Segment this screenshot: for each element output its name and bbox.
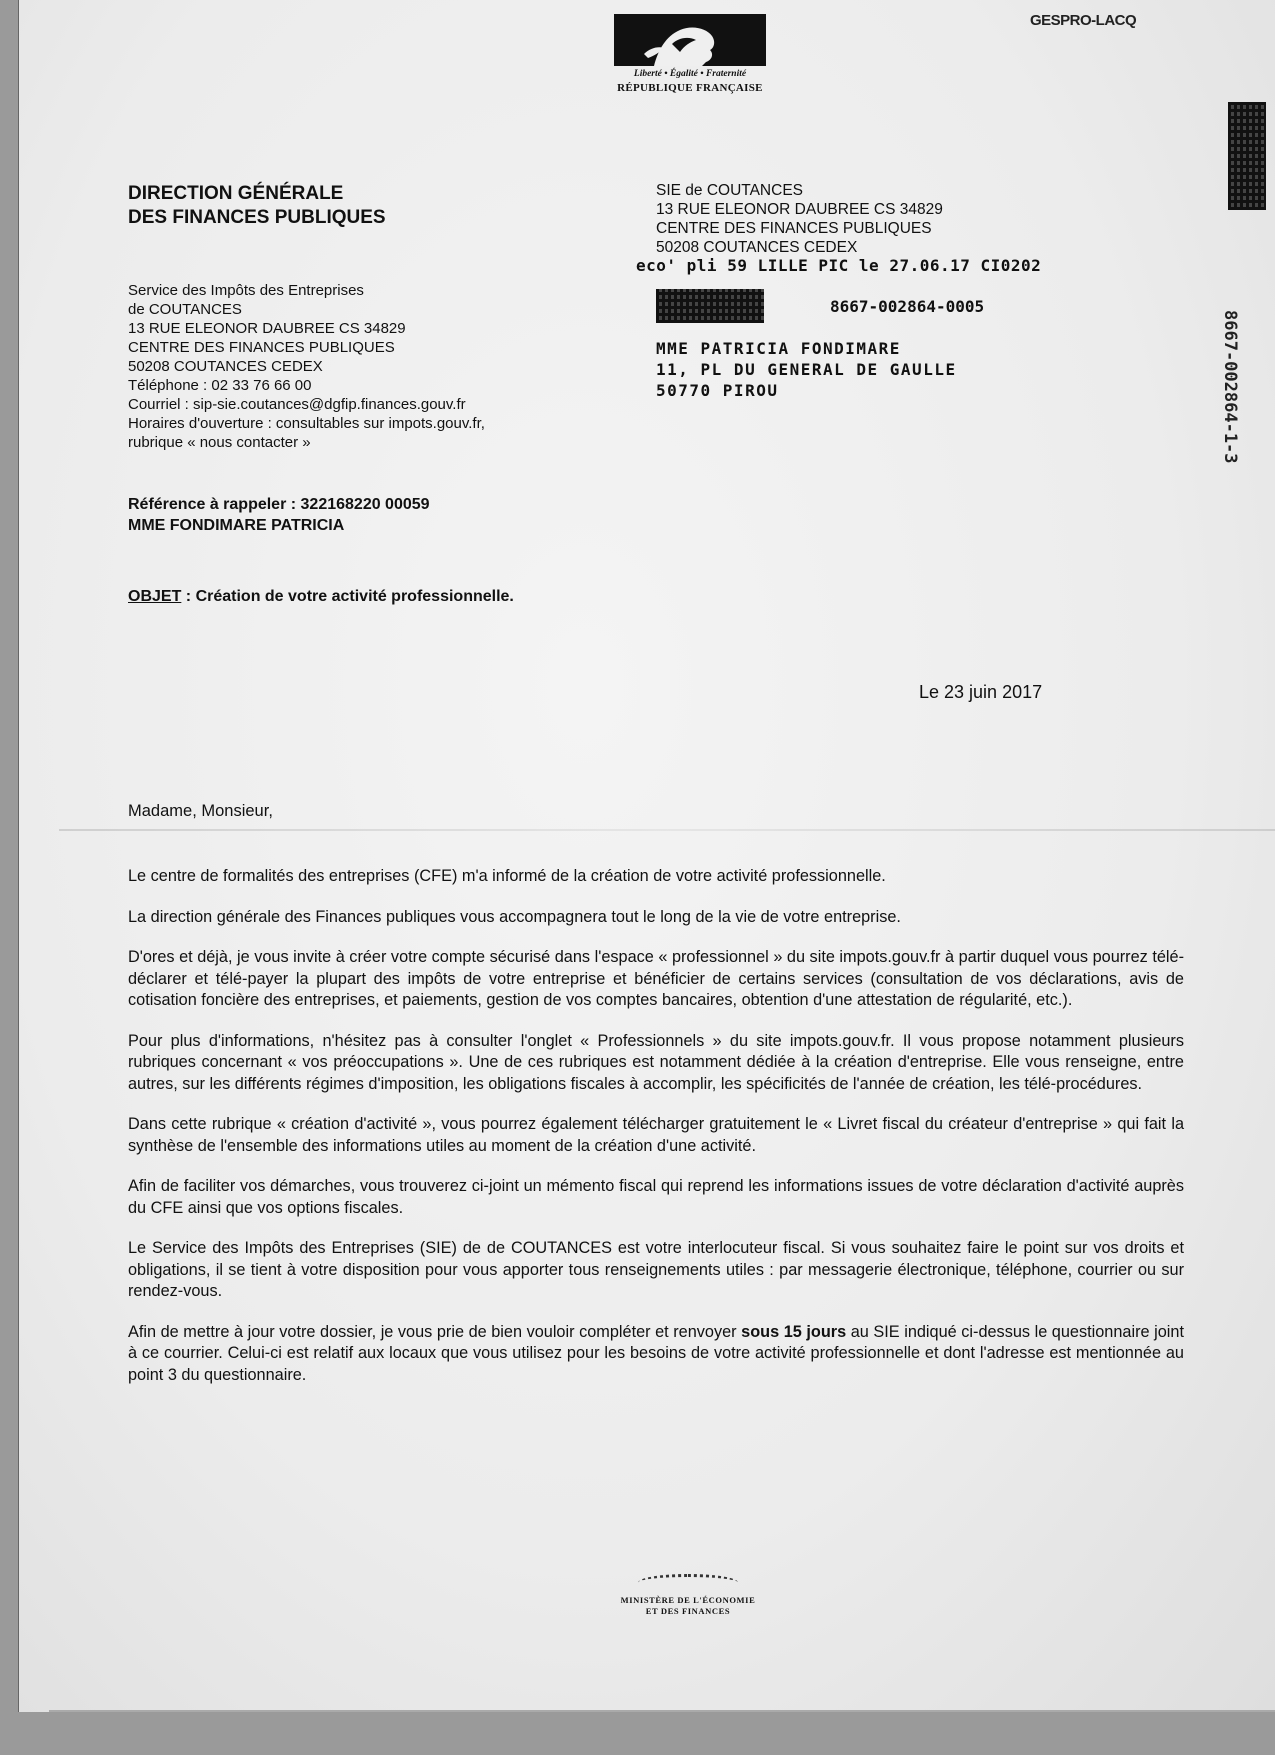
- sender-org-line: DES FINANCES PUBLIQUES: [128, 207, 386, 228]
- service-line: CENTRE DES FINANCES PUBLIQUES: [128, 339, 395, 356]
- salutation: Madame, Monsieur,: [128, 802, 273, 820]
- page-edge: [49, 1710, 1275, 1712]
- reference-number: Référence à rappeler : 322168220 00059: [128, 496, 430, 513]
- service-line: Service des Impôts des Entreprises: [128, 282, 364, 299]
- service-line: 13 RUE ELEONOR DAUBREE CS 34829: [128, 320, 406, 337]
- recipient-line: 50770 PIROU: [656, 381, 779, 400]
- reference-block: [128, 494, 430, 536]
- datamatrix-barcode-right: [1228, 102, 1266, 210]
- republic-label: RÉPUBLIQUE FRANÇAISE: [617, 82, 763, 94]
- motto: Liberté • Égalité • Fraternité: [633, 69, 747, 79]
- body-paragraph: Le Service des Impôts des Entreprises (SIE) de de COUTANCES est votre interlocuteur fiscal. Si vous souhaitez faire le point sur vos droits et obligations, il se tient à votre disposition pour vous apporter tous renseignements utiles : par messagerie électronique, téléphone, courrier ou sur rendez-vous.: [128, 1239, 1184, 1300]
- body-paragraph: Afin de faciliter vos démarches, vous trouverez ci-joint un mémento fiscal qui reprend les informations issues de votre déclaration d'activité auprès du CFE ainsi que vos options fiscales.: [128, 1177, 1184, 1217]
- return-address-line: 50208 COUTANCES CEDEX: [656, 239, 858, 256]
- deadline-emphasis: sous 15 jours: [741, 1322, 847, 1341]
- return-address-line: CENTRE DES FINANCES PUBLIQUES: [656, 220, 932, 237]
- sender-org-line: DIRECTION GÉNÉRALE: [128, 183, 344, 204]
- vertical-reference: [1220, 310, 1275, 510]
- recipient-address: [656, 338, 957, 401]
- gespro-stamp: GESPRO-LACQ: [1030, 12, 1137, 29]
- ministry-emblem-icon: [638, 1574, 738, 1591]
- body-paragraph: D'ores et déjà, je vous invite à créer votre compte sécurisé dans l'espace « professionnel » du site impots.gouv.fr à partir duquel vous pourrez télé-déclarer et télé-payer la plupart des impôts de votre entreprise et bénéficier de certains services (consultation de vos déclarations, avis de cotisation foncière des entreprises, et paiements, gestion de vos comptes bancaires, obtention d'une attestation de régularité, etc.).: [128, 948, 1184, 1009]
- service-phone: Téléphone : 02 33 76 66 00: [128, 377, 312, 394]
- vertical-reference-text: 8667-002864-1-3: [1220, 310, 1240, 464]
- final-text-end: au SIE indiqué ci-dessus le questionnaire joint à ce courrier. Celui-ci est relatif aux locaux que vous utilisez pour les besoins de votre activité professionnelle et dont l'adresse est mentionnée au point 3 du questionnaire.: [128, 1322, 1184, 1384]
- ministry-line: ET DES FINANCES: [645, 1606, 731, 1616]
- service-email: Courriel : sip-sie.coutances@dgfip.finances.gouv.fr: [128, 396, 466, 413]
- marianne-logo: [614, 14, 766, 108]
- recipient-line: MME PATRICIA FONDIMARE: [656, 339, 901, 358]
- sender-organisation: [128, 182, 386, 230]
- return-address-line: SIE de COUTANCES: [656, 182, 804, 199]
- tracking-number: 8667-002864-0005: [830, 297, 985, 316]
- letter-date: Le 23 juin 2017: [919, 682, 1043, 702]
- postmark: eco' pli 59 LILLE PIC le 27.06.17 CI0202: [636, 256, 1042, 275]
- letter-body: [128, 866, 1184, 1405]
- ministry-logo: [608, 1574, 768, 1617]
- body-paragraph: Pour plus d'informations, n'hésitez pas à consulter l'onglet « Professionnels » du site impots.gouv.fr. Il vous propose notamment plusieurs rubriques concernant « vos préoccupations ». Une de ces rubriques est notamment dédiée à la création d'entreprise. Elle vous renseigne, entre autres, sur les différents régimes d'imposition, les obligations fiscales à accomplir, les spécificités de l'année de création, les télé-procédures.: [128, 1031, 1184, 1093]
- body-paragraph: Dans cette rubrique « création d'activité », vous pourrez également télécharger gratuitement le « Livret fiscal du créateur d'entreprise » qui fait la synthèse de l'ensemble des informations utiles au moment de la création d'une activité.: [128, 1115, 1184, 1155]
- marianne-icon: [614, 14, 766, 66]
- return-address-line: 13 RUE ELEONOR DAUBREE CS 34829: [656, 201, 943, 218]
- reference-name: MME FONDIMARE PATRICIA: [128, 517, 345, 534]
- subject-label: OBJET: [128, 588, 182, 605]
- final-text-start: Afin de mettre à jour votre dossier, je vous prie de bien vouloir compléter et renvoyer: [128, 1322, 742, 1341]
- subject-line: [128, 588, 514, 606]
- subject-text: : Création de votre activité professionnelle.: [181, 588, 514, 605]
- service-line: 50208 COUTANCES CEDEX: [128, 358, 323, 375]
- ministry-line: MINISTÈRE DE L'ÉCONOMIE: [620, 1595, 756, 1605]
- body-paragraph: Le centre de formalités des entreprises (CFE) m'a informé de la création de votre activité professionnelle.: [128, 867, 886, 885]
- recipient-line: 11, PL DU GENERAL DE GAULLE: [656, 360, 957, 379]
- service-contact-block: [128, 281, 485, 452]
- service-hours: Horaires d'ouverture : consultables sur impots.gouv.fr,: [128, 415, 485, 432]
- service-line: de COUTANCES: [128, 301, 242, 318]
- body-paragraph: La direction générale des Finances publiques vous accompagnera tout le long de la vie de votre entreprise.: [128, 907, 901, 926]
- datamatrix-barcode-address: [656, 289, 764, 323]
- return-address-block: [656, 181, 943, 257]
- fold-line: [59, 829, 1275, 831]
- service-line: rubrique « nous contacter »: [128, 434, 311, 451]
- body-paragraph-final: [128, 1322, 1184, 1387]
